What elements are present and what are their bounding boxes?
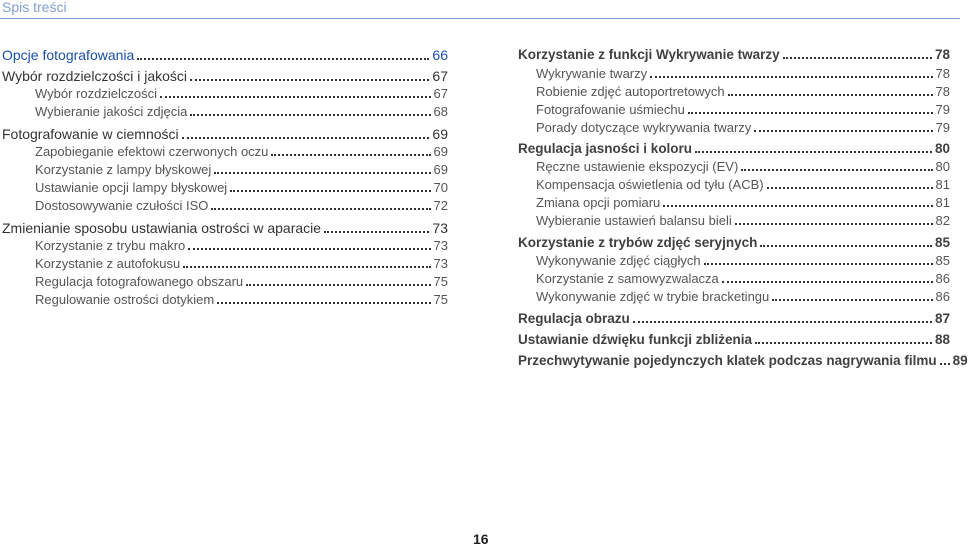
toc-entry-title: Wykonywanie zdjęć ciągłych xyxy=(536,253,701,268)
toc-leader-dots xyxy=(182,128,430,139)
toc-entry-title: Korzystanie z autofokusu xyxy=(35,256,181,271)
toc-entry-page: 81 xyxy=(935,177,950,192)
toc-entry-page: 85 xyxy=(935,253,950,268)
toc-entry[interactable] xyxy=(518,289,950,307)
toc-entry[interactable] xyxy=(2,198,448,216)
toc-entry-page: 82 xyxy=(935,213,950,228)
toc-leader-dots xyxy=(214,163,430,174)
toc-leader-dots xyxy=(650,67,932,78)
toc-leader-dots xyxy=(160,87,431,98)
toc-entry[interactable] xyxy=(518,66,950,84)
toc-leader-dots xyxy=(728,85,933,96)
toc-entry[interactable] xyxy=(518,120,950,138)
toc-entry[interactable] xyxy=(2,292,448,310)
page-number: 16 xyxy=(473,531,489,547)
toc-entry[interactable] xyxy=(518,195,950,213)
toc-leader-dots xyxy=(940,354,950,365)
toc-leader-dots xyxy=(183,257,430,268)
toc-entry-page: 81 xyxy=(935,195,950,210)
toc-entry-title: Zmiana opcji pomiaru xyxy=(536,195,661,210)
toc-entry[interactable] xyxy=(518,353,968,371)
toc-leader-dots xyxy=(760,236,932,247)
toc-entry[interactable] xyxy=(518,311,950,329)
toc-leader-dots xyxy=(230,181,430,192)
toc-entry-page: 87 xyxy=(934,311,950,326)
page-header-title: Spis treści xyxy=(2,0,67,15)
toc-entry-page: 68 xyxy=(433,104,448,119)
page-header xyxy=(0,0,960,19)
toc-entry-page: 86 xyxy=(935,271,950,286)
toc-entry-page: 79 xyxy=(935,102,950,117)
toc-entry[interactable] xyxy=(518,141,950,159)
toc-entry-title: Korzystanie z funkcji Wykrywanie twarzy xyxy=(518,47,780,62)
toc-entry-page: 80 xyxy=(935,159,950,174)
toc-entry-page: 85 xyxy=(934,235,950,250)
toc-entry-title: Regulowanie ostrości dotykiem xyxy=(35,292,215,307)
toc-entry-title: Porady dotyczące wykrywania twarzy xyxy=(536,120,752,135)
toc-leader-dots xyxy=(324,222,429,233)
toc-entry-title: Wybór rozdzielczości xyxy=(35,86,157,101)
toc-entry[interactable] xyxy=(518,84,950,102)
toc-entry[interactable] xyxy=(518,235,950,253)
toc-entry-title: Wykonywanie zdjęć w trybie bracketingu xyxy=(536,289,770,304)
toc-leader-dots xyxy=(688,103,933,114)
toc-entry-page: 73 xyxy=(433,238,448,253)
toc-leader-dots xyxy=(704,254,933,265)
toc-entry-title: Regulacja jasności i koloru xyxy=(518,141,693,156)
toc-leader-dots xyxy=(783,48,932,59)
toc-entry-title: Korzystanie z trybu makro xyxy=(35,238,186,253)
toc-entry-page: 89 xyxy=(952,353,968,368)
toc-entry-page: 80 xyxy=(934,141,950,156)
toc-leader-dots xyxy=(246,275,430,286)
toc-entry-page: 86 xyxy=(935,289,950,304)
toc-entry-title: Przechwytywanie pojedynczych klatek podczas nagrywania filmu xyxy=(518,353,937,368)
toc-leader-dots xyxy=(767,178,933,189)
toc-leader-dots xyxy=(137,49,429,60)
toc-entry[interactable] xyxy=(2,47,448,65)
toc-entry-title: Wybór rozdzielczości i jakości xyxy=(2,68,188,84)
toc-entry[interactable] xyxy=(518,271,950,289)
toc-entry-title: Dostosowywanie czułości ISO xyxy=(35,198,209,213)
toc-leader-dots xyxy=(271,145,430,156)
toc-entry-page: 78 xyxy=(934,47,950,62)
toc-entry-title: Wybieranie jakości zdjęcia xyxy=(35,104,188,119)
toc-entry[interactable] xyxy=(2,104,448,122)
toc-entry-page: 78 xyxy=(935,66,950,81)
toc-entry[interactable] xyxy=(2,256,448,274)
toc-entry-title: Ustawianie dźwięku funkcji zbliżenia xyxy=(518,332,753,347)
toc-entry-title: Zmienianie sposobu ustawiania ostrości w aparacie xyxy=(2,220,322,236)
toc-entry-title: Opcje fotografowania xyxy=(2,47,135,63)
toc-entry-page: 88 xyxy=(934,332,950,347)
toc-entry[interactable] xyxy=(518,159,950,177)
toc-entry[interactable] xyxy=(518,47,950,65)
toc-entry-title: Korzystanie z samowyzwalacza xyxy=(536,271,719,286)
toc-leader-dots xyxy=(735,214,933,225)
toc-leader-dots xyxy=(755,333,932,344)
toc-leader-dots xyxy=(741,160,932,171)
toc-entry[interactable] xyxy=(2,144,448,162)
toc-entry[interactable] xyxy=(2,162,448,180)
toc-entry-page: 69 xyxy=(432,126,448,142)
toc-entry-title: Fotografowanie w ciemności xyxy=(2,126,179,142)
toc-leader-dots xyxy=(190,70,429,81)
toc-leader-dots xyxy=(633,312,932,323)
toc-entry-title: Kompensacja oświetlenia od tyłu (ACB) xyxy=(536,177,764,192)
toc-entry-title: Zapobieganie efektowi czerwonych oczu xyxy=(35,144,269,159)
toc-leader-dots xyxy=(772,290,932,301)
toc-entry-page: 72 xyxy=(433,198,448,213)
toc-leader-dots xyxy=(190,105,430,116)
toc-entry-page: 73 xyxy=(432,220,448,236)
toc-entry-title: Robienie zdjęć autoportretowych xyxy=(536,84,725,99)
toc-entry[interactable] xyxy=(2,274,448,292)
toc-entry[interactable] xyxy=(2,220,448,238)
toc-entry[interactable] xyxy=(518,213,950,231)
toc-leader-dots xyxy=(722,272,933,283)
toc-entry-page: 67 xyxy=(432,68,448,84)
toc-entry[interactable] xyxy=(2,126,448,144)
toc-leader-dots xyxy=(188,239,430,250)
toc-entry-page: 66 xyxy=(432,47,448,63)
toc-entry[interactable] xyxy=(518,102,950,120)
toc-entry[interactable] xyxy=(518,332,950,350)
toc-entry-page: 75 xyxy=(433,292,448,307)
toc-leader-dots xyxy=(217,293,430,304)
toc-entry-title: Ustawianie opcji lampy błyskowej xyxy=(35,180,228,195)
toc-entry[interactable] xyxy=(2,86,448,104)
toc-entry-title: Ręczne ustawienie ekspozycji (EV) xyxy=(536,159,739,174)
toc-leader-dots xyxy=(663,196,932,207)
toc-entry-title: Regulacja obrazu xyxy=(518,311,630,326)
toc-leader-dots xyxy=(211,199,430,210)
toc-entry-title: Fotografowanie uśmiechu xyxy=(536,102,685,117)
toc-entry[interactable] xyxy=(2,238,448,256)
toc-entry-title: Wybieranie ustawień balansu bieli xyxy=(536,213,732,228)
toc-entry-title: Korzystanie z trybów zdjęć seryjnych xyxy=(518,235,758,250)
toc-entry-page: 75 xyxy=(433,274,448,289)
toc-entry-title: Regulacja fotografowanego obszaru xyxy=(35,274,244,289)
toc-entry-page: 73 xyxy=(433,256,448,271)
toc-entry-page: 67 xyxy=(433,86,448,101)
toc-entry[interactable] xyxy=(518,253,950,271)
toc-entry-page: 69 xyxy=(433,162,448,177)
toc-entry-title: Wykrywanie twarzy xyxy=(536,66,648,81)
toc-entry[interactable] xyxy=(518,177,950,195)
toc-entry-page: 78 xyxy=(935,84,950,99)
toc-entry-page: 70 xyxy=(433,180,448,195)
toc-entry-page: 79 xyxy=(935,120,950,135)
toc-entry[interactable] xyxy=(2,180,448,198)
toc-leader-dots xyxy=(695,142,932,153)
toc-entry[interactable] xyxy=(2,68,448,86)
toc-leader-dots xyxy=(754,121,932,132)
toc-entry-title: Korzystanie z lampy błyskowej xyxy=(35,162,212,177)
toc-entry-page: 69 xyxy=(433,144,448,159)
